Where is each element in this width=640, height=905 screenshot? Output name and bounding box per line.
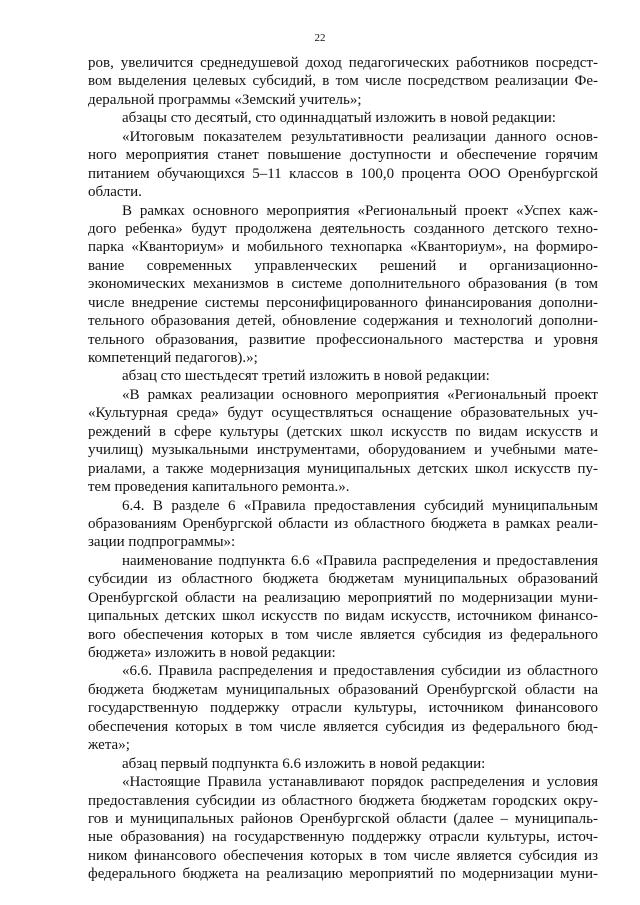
text-line: компетенций педагогов).»; — [88, 350, 258, 366]
text-line: государственную поддержку отрасли культуры, источником финансового — [88, 700, 598, 717]
text-line: «Культурная среда» будут осуществляться оснащение образовательных уч- — [88, 405, 598, 422]
text-line: абзац сто шестьдесят третий изложить в новой редакции: — [122, 368, 490, 385]
text-line: ципальных детских школ искусств по видам искусств, источником финансо- — [88, 608, 598, 625]
text-line: бюджета бюджетам муниципальных образований Оренбургской области на — [88, 681, 598, 698]
text-line: тельного образования детей, обновление содержания и технологий дополни- — [88, 313, 598, 330]
text-line: обеспечения которых в том числе является субсидия из федерального бюд- — [88, 718, 598, 735]
text-line: тем проведения капитального ремонта.». — [88, 479, 350, 496]
text-line: жета»; — [88, 737, 130, 754]
text-line: В рамках основного мероприятия «Региональный проект «Успех каж- — [122, 202, 598, 219]
text-line: тельного образования, развитие профессионального мастерства и уровня — [88, 331, 598, 348]
text-line: 6.4. В разделе 6 «Правила предоставления субсидий муниципальным — [122, 497, 598, 514]
text-line: образованиям Оренбургской области из областного бюджета в рамках реали- — [88, 515, 598, 532]
text-line: риалами, а также модернизация муниципальных детских школ искусств пу- — [88, 460, 598, 477]
text-line: абзацы сто десятый, сто одиннадцатый изложить в новой редакции: — [122, 110, 556, 127]
text-line: бюджета» изложить в новой редакции: — [88, 645, 336, 661]
text-line: абзац первый подпункта 6.6 изложить в новой редакции: — [122, 755, 486, 772]
text-line: зации подпрограммы»: — [88, 534, 236, 551]
text-line: вание современных управленческих решений и организационно- — [88, 257, 598, 274]
text-line: ров, увеличится среднедушевой доход педагогических работников посредст- — [88, 55, 598, 71]
text-line: числе внедрение системы персонифицированного финансирования дополни- — [88, 294, 598, 311]
text-line: парка «Кванториум» и мобильного технопарка «Кванториум», на формиро- — [88, 239, 598, 256]
text-line: ные образования) на государственную поддержку отрасли культуры, источ- — [88, 829, 598, 846]
text-line: реждений в сфере культуры (детских школ искусств по видам искусств и — [88, 423, 598, 440]
text-line: вом выделения целевых субсидий, в том числе посредством реализации Фе- — [88, 73, 598, 90]
text-line: ником финансового обеспечения которых в том числе является субсидия из — [88, 847, 598, 864]
page-number: 22 — [314, 32, 326, 44]
text-line: питанием обучающихся 5–11 классов в 100,0 процента ООО Оренбургской — [88, 165, 598, 182]
document-body — [88, 54, 598, 884]
text-line: вого обеспечения которых в том числе является субсидия из федерального — [88, 626, 598, 643]
text-line: экономических механизмов в системе дополнительного образования (в том — [88, 276, 598, 293]
text-line: области. — [88, 184, 142, 201]
text-line: наименование подпункта 6.6 «Правила распределения и предоставления — [122, 552, 598, 569]
text-line: Оренбургской области на реализацию мероприятий по модернизации муни- — [88, 589, 598, 606]
text-line: ного мероприятия станет повышение доступности и обеспечение горячим — [88, 147, 598, 164]
text-line: предоставления субсидии из областного бюджета бюджетам городских окру- — [88, 792, 598, 809]
text-line: федерального бюджета на реализацию мероприятий по модернизации муни- — [88, 866, 598, 883]
text-line: училищ) музыкальными инструментами, оборудованием и учебными мате- — [88, 442, 598, 459]
text-line: «6.6. Правила распределения и предоставления субсидии из областного — [122, 663, 598, 680]
text-line: гов и муниципальных районов Оренбургской области (далее – муниципаль- — [88, 810, 598, 827]
text-line: деральной программы «Земский учитель»; — [88, 91, 362, 108]
text-line: дого ребенка» будут продолжена деятельность созданного детского техно- — [88, 220, 598, 237]
text-line: «Итоговым показателем результативности реализации данного основ- — [122, 128, 598, 145]
text-line: «В рамках реализации основного мероприятия «Региональный проект — [122, 386, 598, 403]
text-line: субсидии из областного бюджета бюджетам муниципальных образований — [88, 571, 598, 588]
text-line: «Настоящие Правила устанавливают порядок распределения и условия — [122, 774, 598, 791]
